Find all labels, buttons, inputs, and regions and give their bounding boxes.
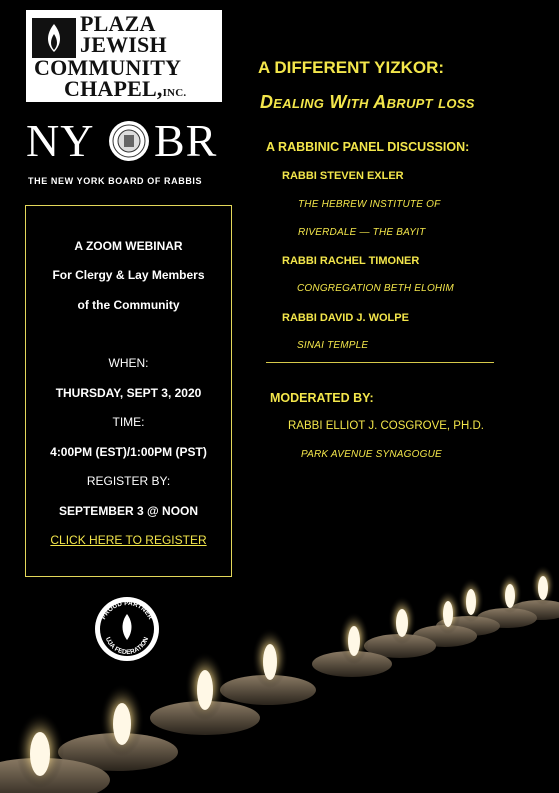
section-divider (266, 362, 494, 363)
uja-badge-bottom: UJA FEDERATION (103, 636, 151, 657)
panelist-name: RABBI STEVEN EXLER (282, 170, 404, 182)
plaza-logo-line: JEWISH (80, 32, 167, 57)
register-link[interactable]: CLICK HERE TO REGISTER (50, 533, 207, 547)
flame-icon (32, 18, 76, 58)
panelist-name: RABBI DAVID J. WOLPE (282, 312, 409, 324)
seal-icon (108, 120, 150, 162)
event-audience-line2: of the Community (77, 298, 180, 312)
panelist-affiliation: THE HEBREW INSTITUTE OF (298, 199, 441, 210)
event-title: A DIFFERENT YIZKOR: (258, 58, 445, 77)
uja-federation-badge (94, 596, 160, 662)
panelist-affiliation: SINAI TEMPLE (297, 340, 369, 351)
event-subtitle-text: Dealing With Abrupt loss (260, 92, 475, 112)
panel-heading: A RABBINIC PANEL DISCUSSION: (266, 140, 470, 154)
moderator-name: RABBI ELLIOT J. COSGROVE, PH.D. (288, 420, 484, 432)
nybr-logo-right: BR (154, 115, 218, 166)
moderator-heading: MODERATED BY: (270, 391, 374, 405)
event-time: 4:00PM (EST)/1:00PM (PST) (50, 445, 207, 459)
nybr-logo-left: NY (26, 115, 95, 166)
plaza-chapel-logo (26, 10, 222, 102)
plaza-logo-line: PLAZA (80, 11, 156, 36)
moderator-affiliation: PARK AVENUE SYNAGOGUE (301, 449, 442, 460)
when-label: WHEN: (108, 356, 149, 370)
candle-icon (220, 628, 316, 705)
candles-image (0, 540, 559, 793)
plaza-logo-word: CHAPEL, (64, 76, 163, 101)
event-type: A ZOOM WEBINAR (74, 239, 183, 253)
event-audience-line1: For Clergy & Lay Members (52, 268, 205, 282)
panelist-affiliation: CONGREGATION BETH ELOHIM (297, 283, 454, 294)
plaza-logo-inc: INC. (162, 87, 187, 99)
uja-badge-top: PROUD PARTNER (100, 599, 154, 621)
register-label: REGISTER BY: (86, 474, 171, 488)
time-label: TIME: (112, 415, 145, 429)
candle-icon (364, 596, 436, 658)
plaza-logo-line (64, 78, 186, 100)
nybr-logo (26, 115, 226, 188)
panelist-name: RABBI RACHEL TIMONER (282, 255, 420, 267)
nybr-subtitle: THE NEW YORK BOARD OF RABBIS (28, 176, 203, 186)
register-deadline: SEPTEMBER 3 @ NOON (58, 504, 199, 518)
event-info-box (25, 205, 232, 577)
panelist-affiliation: RIVERDALE — THE BAYIT (298, 227, 426, 238)
event-subtitle (260, 92, 475, 113)
event-date: THURSDAY, SEPT 3, 2020 (55, 386, 202, 400)
plaza-logo-line: COMMUNITY (34, 55, 182, 80)
